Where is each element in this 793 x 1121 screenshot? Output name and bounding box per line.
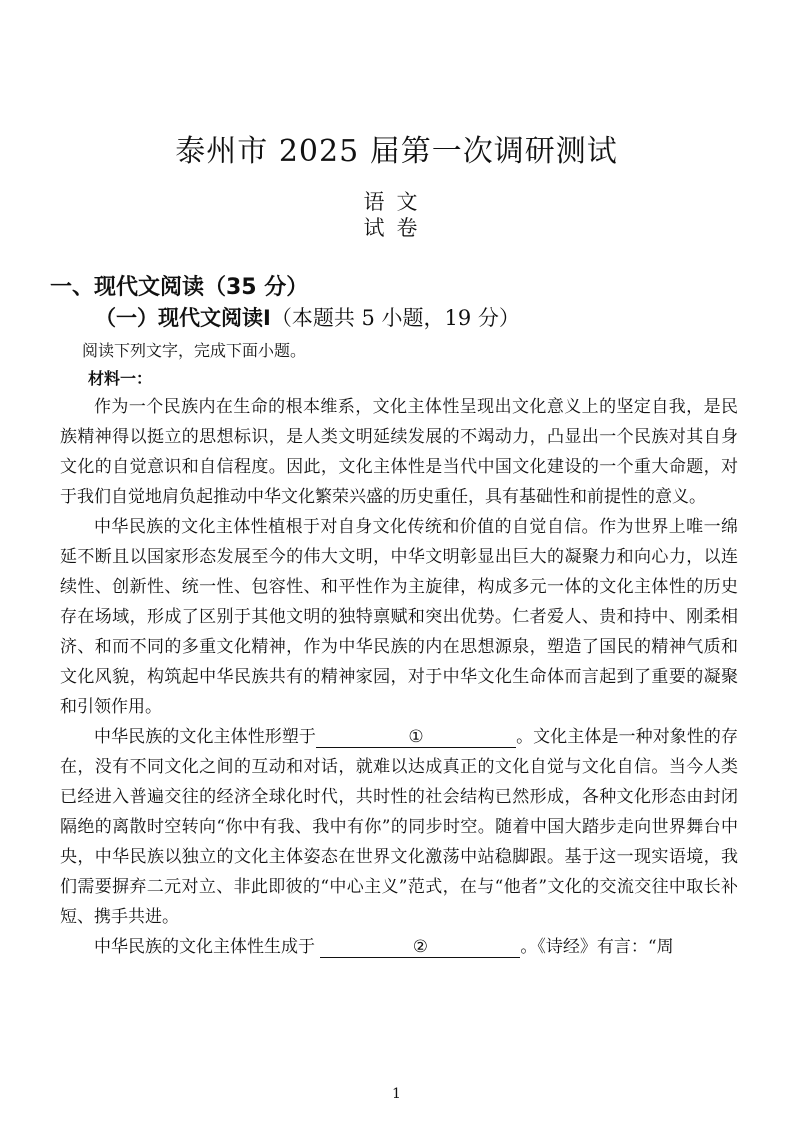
fill-blank-1: ① [316,727,516,748]
sub-heading-note: （本题共 5 小题，19 分） [270,306,520,330]
subject-line-2: 试卷 [363,216,430,240]
reading-passage [60,392,738,962]
paragraph-3-lead: 中华民族的文化主体性形塑于 [94,727,316,747]
paragraph-3-rest: 。文化主体是一种对象性的存在，没有不同文化之间的互动和对话，就难以达成真正的文化自觉与文化自信。当今人类已经进入普遍交往的经济全球化时代，共时性的社会结构已然形成，各种文化形态由封闭隔绝的离散时空转向“你中有我、我中有你”的同步时空。随着中国大踏步走向世界舞台中央，中华民族以独立的文化主体姿态在世界文化激荡中站稳脚跟。基于这一现实语境，我们需要摒弃二元对立、非此即彼的“中心主义”范式，在与“他者”文化的交流交往中取长补短、携手共进。 [60,727,738,927]
instruction-text: 阅读下列文字，完成下面小题。 [82,341,307,360]
exam-title: 泰州市 2025 届第一次调研测试 [175,134,618,169]
paragraph-1: 作为一个民族内在生命的根本维系，文化主体性呈现出文化意义上的坚定自我，是民族精神得以挺立的思想标识，是人类文明延续发展的不竭动力，凸显出一个民族对其自身文化的自觉意识和自信程度。因此，文化主体性是当代中国文化建设的一个重大命题，对于我们自觉地肩负起推动中华文化繁荣兴盛的历史重任，具有基础性和前提性的意义。 [60,397,738,507]
page-number: 1 [392,1086,401,1102]
sub-section-heading [95,302,520,332]
fill-blank-2: ② [320,937,520,958]
paragraph-4-lead: 中华民族的文化主体性生成于 [94,937,321,957]
paragraph-4-rest: 。《诗经》有言：“周 [520,937,674,957]
subject-label [0,189,793,241]
paragraph-3 [60,722,738,932]
sub-heading-title: （一）现代文阅读Ⅰ [95,306,271,330]
paragraph-2: 中华民族的文化主体性植根于对自身文化传统和价值的自觉自信。作为世界上唯一绵延不断且以国家形态发展至今的伟大文明，中华文明彰显出巨大的凝聚力和向心力，以连续性、创新性、统一性、包容性、和平性作为主旋律，构成多元一体的文化主体性的历史存在场域，形成了区别于其他文明的独特禀赋和突出优势。仁者爱人、贵和持中、刚柔相济、和而不同的多重文化精神，作为中华民族的内在思想源泉，塑造了国民的精神气质和文化风貌，构筑起中华民族共有的精神家园，对于中华文化生命体而言起到了重要的凝聚和引领作用。 [60,517,738,717]
subject-line-1: 语文 [363,190,430,214]
section-heading: 一、现代文阅读（35 分） [50,275,309,300]
paragraph-4 [60,932,738,962]
material-label: 材料一： [88,369,153,388]
